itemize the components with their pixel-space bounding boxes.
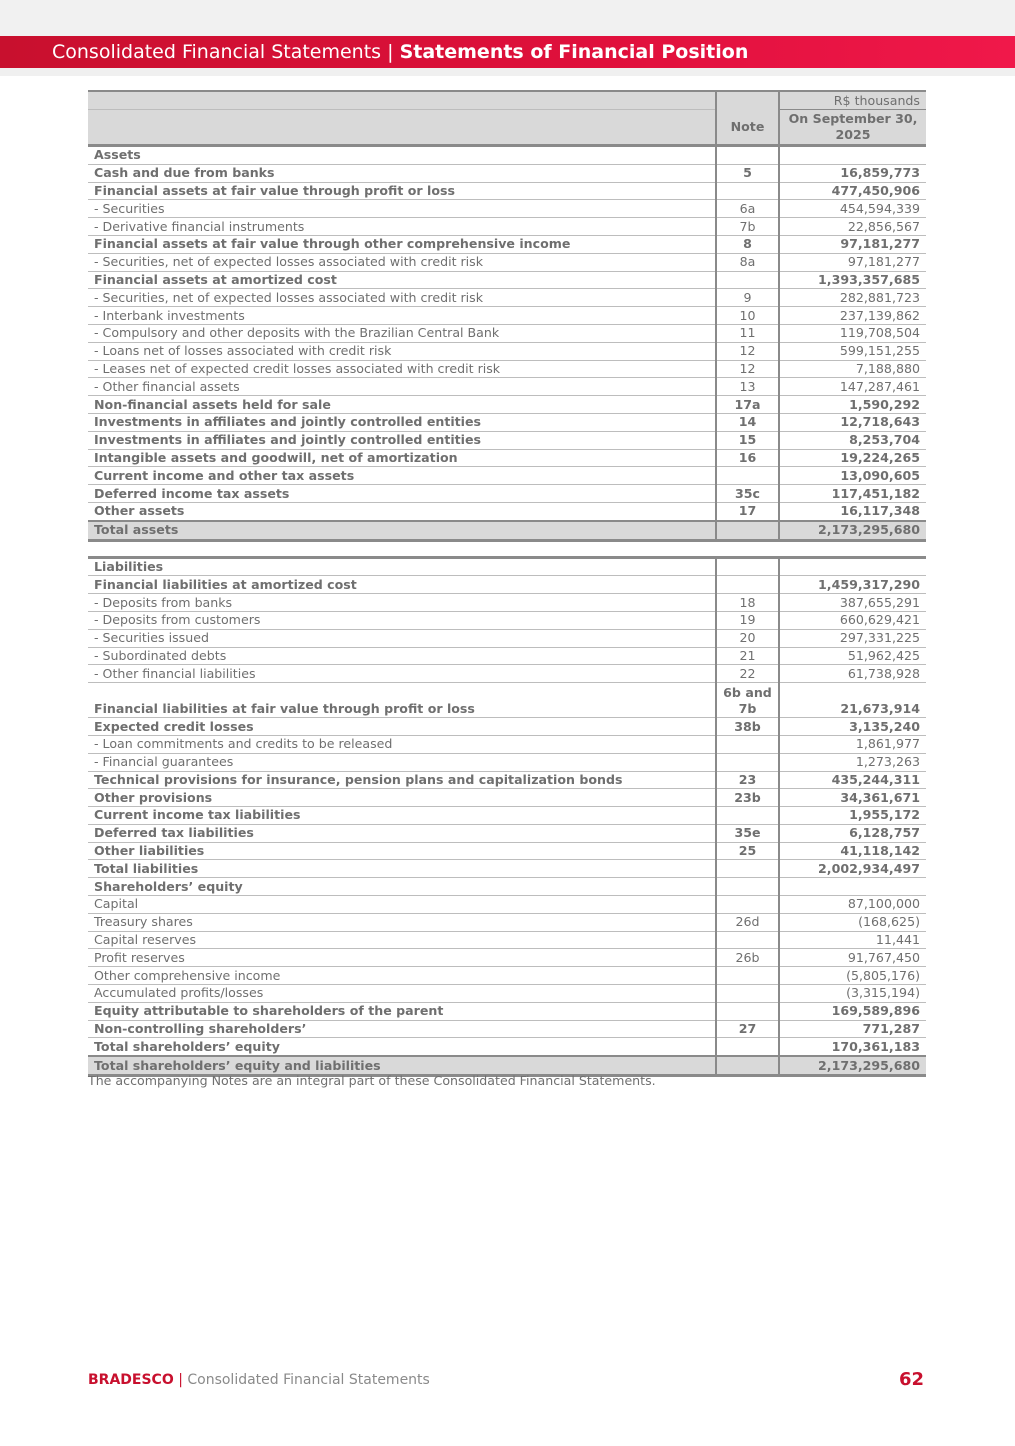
row-value: 51,962,425 <box>779 647 926 665</box>
row-note: 17a <box>716 396 779 414</box>
row-value: 1,273,263 <box>779 753 926 771</box>
row-label: Total assets <box>88 521 716 540</box>
row-note <box>716 182 779 200</box>
row-note: 21 <box>716 647 779 665</box>
financial-position-table <box>88 90 926 1077</box>
row-note: 26b <box>716 949 779 967</box>
row-label: Financial assets at fair value through profit or loss <box>88 182 716 200</box>
row-note: 9 <box>716 289 779 307</box>
table-row <box>88 235 926 253</box>
table-row <box>88 164 926 182</box>
table-row <box>88 629 926 647</box>
row-note: 35c <box>716 485 779 503</box>
table-row <box>88 878 926 896</box>
table-row <box>88 431 926 449</box>
table-row <box>88 735 926 753</box>
row-value: 117,451,182 <box>779 485 926 503</box>
table-row <box>88 218 926 236</box>
row-label <box>88 540 716 557</box>
row-value: (5,805,176) <box>779 967 926 985</box>
row-note: 23b <box>716 789 779 807</box>
row-value: (3,315,194) <box>779 985 926 1003</box>
header-blank-cell <box>88 91 716 110</box>
row-label: Deferred tax liabilities <box>88 824 716 842</box>
row-value: 599,151,255 <box>779 342 926 360</box>
row-label: Treasury shares <box>88 913 716 931</box>
header-section: Consolidated Financial Statements | <box>52 41 394 63</box>
row-value: 1,590,292 <box>779 396 926 414</box>
row-note: 6b and 7b <box>716 683 779 718</box>
row-note: 18 <box>716 594 779 612</box>
row-label: Equity attributable to shareholders of the parent <box>88 1002 716 1020</box>
row-value: 297,331,225 <box>779 629 926 647</box>
row-note <box>716 807 779 825</box>
row-value: 61,738,928 <box>779 665 926 683</box>
row-value: 1,393,357,685 <box>779 271 926 289</box>
table-row <box>88 342 926 360</box>
row-value: 7,188,880 <box>779 360 926 378</box>
row-value: 97,181,277 <box>779 253 926 271</box>
row-value: 8,253,704 <box>779 431 926 449</box>
row-note: 12 <box>716 360 779 378</box>
row-note: 13 <box>716 378 779 396</box>
table-row <box>88 913 926 931</box>
row-note: 10 <box>716 307 779 325</box>
table-row <box>88 896 926 914</box>
table-row <box>88 360 926 378</box>
row-label: Intangible assets and goodwill, net of amortization <box>88 449 716 467</box>
row-value <box>779 557 926 576</box>
row-label: Non-controlling shareholders’ <box>88 1020 716 1038</box>
row-note: 22 <box>716 665 779 683</box>
row-note <box>716 1056 779 1075</box>
table-row <box>88 557 926 576</box>
table-row <box>88 949 926 967</box>
row-value: 12,718,643 <box>779 413 926 431</box>
row-note <box>716 967 779 985</box>
row-label: Total liabilities <box>88 860 716 878</box>
table-row <box>88 146 926 165</box>
row-note: 17 <box>716 502 779 520</box>
row-label: - Loan commitments and credits to be released <box>88 735 716 753</box>
row-note <box>716 1002 779 1020</box>
row-value: 11,441 <box>779 931 926 949</box>
header-title: Statements of Financial Position <box>399 41 749 63</box>
row-value <box>779 146 926 165</box>
row-label: Other assets <box>88 502 716 520</box>
row-note: 19 <box>716 611 779 629</box>
row-value: 2,002,934,497 <box>779 860 926 878</box>
spacer-row <box>88 540 926 557</box>
row-value: 22,856,567 <box>779 218 926 236</box>
table-row <box>88 771 926 789</box>
row-label: - Securities issued <box>88 629 716 647</box>
row-value: 16,117,348 <box>779 502 926 520</box>
row-note <box>716 753 779 771</box>
row-note <box>716 985 779 1003</box>
table-row <box>88 967 926 985</box>
table-row <box>88 789 926 807</box>
table-row <box>88 594 926 612</box>
row-note: 35e <box>716 824 779 842</box>
row-value: 477,450,906 <box>779 182 926 200</box>
row-note <box>716 557 779 576</box>
row-label: - Other financial assets <box>88 378 716 396</box>
row-value: 147,287,461 <box>779 378 926 396</box>
table-row <box>88 307 926 325</box>
table-row <box>88 985 926 1003</box>
row-value: 21,673,914 <box>779 683 926 718</box>
row-note: 8 <box>716 235 779 253</box>
row-label: Non-financial assets held for sale <box>88 396 716 414</box>
brand-name: BRADESCO <box>88 1372 174 1388</box>
row-value: 2,173,295,680 <box>779 521 926 540</box>
table-row <box>88 931 926 949</box>
row-value: 282,881,723 <box>779 289 926 307</box>
row-value: 771,287 <box>779 1020 926 1038</box>
row-label: Capital reserves <box>88 931 716 949</box>
row-value: 97,181,277 <box>779 235 926 253</box>
row-label: Expected credit losses <box>88 718 716 736</box>
row-note: 5 <box>716 164 779 182</box>
row-note <box>716 931 779 949</box>
table-row <box>88 576 926 594</box>
table-row <box>88 289 926 307</box>
row-label: - Securities <box>88 200 716 218</box>
row-value: 13,090,605 <box>779 467 926 485</box>
row-value: 660,629,421 <box>779 611 926 629</box>
row-value: 1,955,172 <box>779 807 926 825</box>
row-label: - Securities, net of expected losses associated with credit risk <box>88 289 716 307</box>
row-label: Cash and due from banks <box>88 164 716 182</box>
row-note <box>716 146 779 165</box>
table-row <box>88 324 926 342</box>
footer-doc-title: Consolidated Financial Statements <box>187 1372 430 1388</box>
row-note <box>716 540 779 557</box>
table-row <box>88 718 926 736</box>
table-row <box>88 271 926 289</box>
row-value: 170,361,183 <box>779 1038 926 1056</box>
row-label: Deferred income tax assets <box>88 485 716 503</box>
table-header-row <box>88 110 926 146</box>
row-value: 454,594,339 <box>779 200 926 218</box>
table-row <box>88 485 926 503</box>
table-row <box>88 860 926 878</box>
row-note: 7b <box>716 218 779 236</box>
row-label: Assets <box>88 146 716 165</box>
row-note: 6a <box>716 200 779 218</box>
row-note <box>716 521 779 540</box>
row-label: Investments in affiliates and jointly controlled entities <box>88 413 716 431</box>
row-label: Technical provisions for insurance, pension plans and capitalization bonds <box>88 771 716 789</box>
row-value: 3,135,240 <box>779 718 926 736</box>
page-number: 62 <box>898 1369 924 1390</box>
row-note <box>716 1038 779 1056</box>
table-row <box>88 753 926 771</box>
row-label: - Loans net of losses associated with credit risk <box>88 342 716 360</box>
row-value: 91,767,450 <box>779 949 926 967</box>
period-column-header: On September 30, 2025 <box>779 110 926 146</box>
row-value: 16,859,773 <box>779 164 926 182</box>
row-note <box>716 735 779 753</box>
currency-label: R$ thousands <box>779 91 926 110</box>
row-value: 169,589,896 <box>779 1002 926 1020</box>
table-row <box>88 200 926 218</box>
row-note: 11 <box>716 324 779 342</box>
table-row <box>88 396 926 414</box>
row-note: 38b <box>716 718 779 736</box>
table-row <box>88 824 926 842</box>
row-label: - Securities, net of expected losses associated with credit risk <box>88 253 716 271</box>
row-value: 119,708,504 <box>779 324 926 342</box>
row-label: Other liabilities <box>88 842 716 860</box>
row-label: Financial assets at fair value through other comprehensive income <box>88 235 716 253</box>
header-blank-cell <box>88 110 716 146</box>
row-note: 23 <box>716 771 779 789</box>
row-label: Investments in affiliates and jointly controlled entities <box>88 431 716 449</box>
header-blank-note <box>716 91 779 110</box>
row-value: 34,361,671 <box>779 789 926 807</box>
table-row <box>88 521 926 540</box>
table-row <box>88 502 926 520</box>
table-row <box>88 1020 926 1038</box>
row-note <box>716 271 779 289</box>
row-note <box>716 896 779 914</box>
row-label: - Derivative financial instruments <box>88 218 716 236</box>
table-row <box>88 611 926 629</box>
row-label: - Deposits from customers <box>88 611 716 629</box>
table-row <box>88 665 926 683</box>
row-note <box>716 860 779 878</box>
row-note: 8a <box>716 253 779 271</box>
row-note: 20 <box>716 629 779 647</box>
row-note: 12 <box>716 342 779 360</box>
row-note <box>716 878 779 896</box>
row-note <box>716 576 779 594</box>
row-value: 1,459,317,290 <box>779 576 926 594</box>
row-label: Shareholders’ equity <box>88 878 716 896</box>
row-value: 435,244,311 <box>779 771 926 789</box>
header-banner <box>0 36 1015 68</box>
row-value: 1,861,977 <box>779 735 926 753</box>
row-label: Other comprehensive income <box>88 967 716 985</box>
row-value: 87,100,000 <box>779 896 926 914</box>
row-note: 27 <box>716 1020 779 1038</box>
page-footer <box>88 1372 430 1388</box>
row-value <box>779 878 926 896</box>
row-label: - Financial guarantees <box>88 753 716 771</box>
footnote: The accompanying Notes are an integral part of these Consolidated Financial Statements. <box>88 1073 656 1088</box>
row-label: Capital <box>88 896 716 914</box>
table-row <box>88 683 926 718</box>
row-note: 15 <box>716 431 779 449</box>
row-note: 25 <box>716 842 779 860</box>
row-note: 16 <box>716 449 779 467</box>
row-note <box>716 467 779 485</box>
row-value <box>779 540 926 557</box>
row-label: - Deposits from banks <box>88 594 716 612</box>
row-value: (168,625) <box>779 913 926 931</box>
row-value: 19,224,265 <box>779 449 926 467</box>
row-value: 6,128,757 <box>779 824 926 842</box>
footer-separator: | <box>178 1372 183 1388</box>
row-note: 26d <box>716 913 779 931</box>
row-value: 2,173,295,680 <box>779 1056 926 1075</box>
row-label: - Subordinated debts <box>88 647 716 665</box>
table-row <box>88 182 926 200</box>
table-row <box>88 807 926 825</box>
row-label: - Other financial liabilities <box>88 665 716 683</box>
row-label: Accumulated profits/losses <box>88 985 716 1003</box>
table-row <box>88 1038 926 1056</box>
row-note: 14 <box>716 413 779 431</box>
top-margin <box>0 0 1015 36</box>
table-row <box>88 378 926 396</box>
row-label: - Compulsory and other deposits with the Brazilian Central Bank <box>88 324 716 342</box>
row-label: Other provisions <box>88 789 716 807</box>
row-value: 237,139,862 <box>779 307 926 325</box>
table-row <box>88 413 926 431</box>
table-row <box>88 1002 926 1020</box>
row-label: Current income and other tax assets <box>88 467 716 485</box>
table-row <box>88 842 926 860</box>
row-label: Total shareholders’ equity and liabilities <box>88 1056 716 1075</box>
table-row <box>88 647 926 665</box>
row-value: 41,118,142 <box>779 842 926 860</box>
row-label: Liabilities <box>88 557 716 576</box>
row-value: 387,655,291 <box>779 594 926 612</box>
row-label: Current income tax liabilities <box>88 807 716 825</box>
note-column-header: Note <box>716 110 779 146</box>
row-label: - Interbank investments <box>88 307 716 325</box>
row-label: Total shareholders’ equity <box>88 1038 716 1056</box>
table-header-row <box>88 91 926 110</box>
table-row <box>88 467 926 485</box>
table-row <box>88 449 926 467</box>
row-label: Financial liabilities at amortized cost <box>88 576 716 594</box>
row-label: Financial assets at amortized cost <box>88 271 716 289</box>
row-label: Financial liabilities at fair value through profit or loss <box>88 683 716 718</box>
table-row <box>88 253 926 271</box>
banner-shadow <box>0 68 1015 76</box>
row-label: Profit reserves <box>88 949 716 967</box>
row-label: - Leases net of expected credit losses associated with credit risk <box>88 360 716 378</box>
